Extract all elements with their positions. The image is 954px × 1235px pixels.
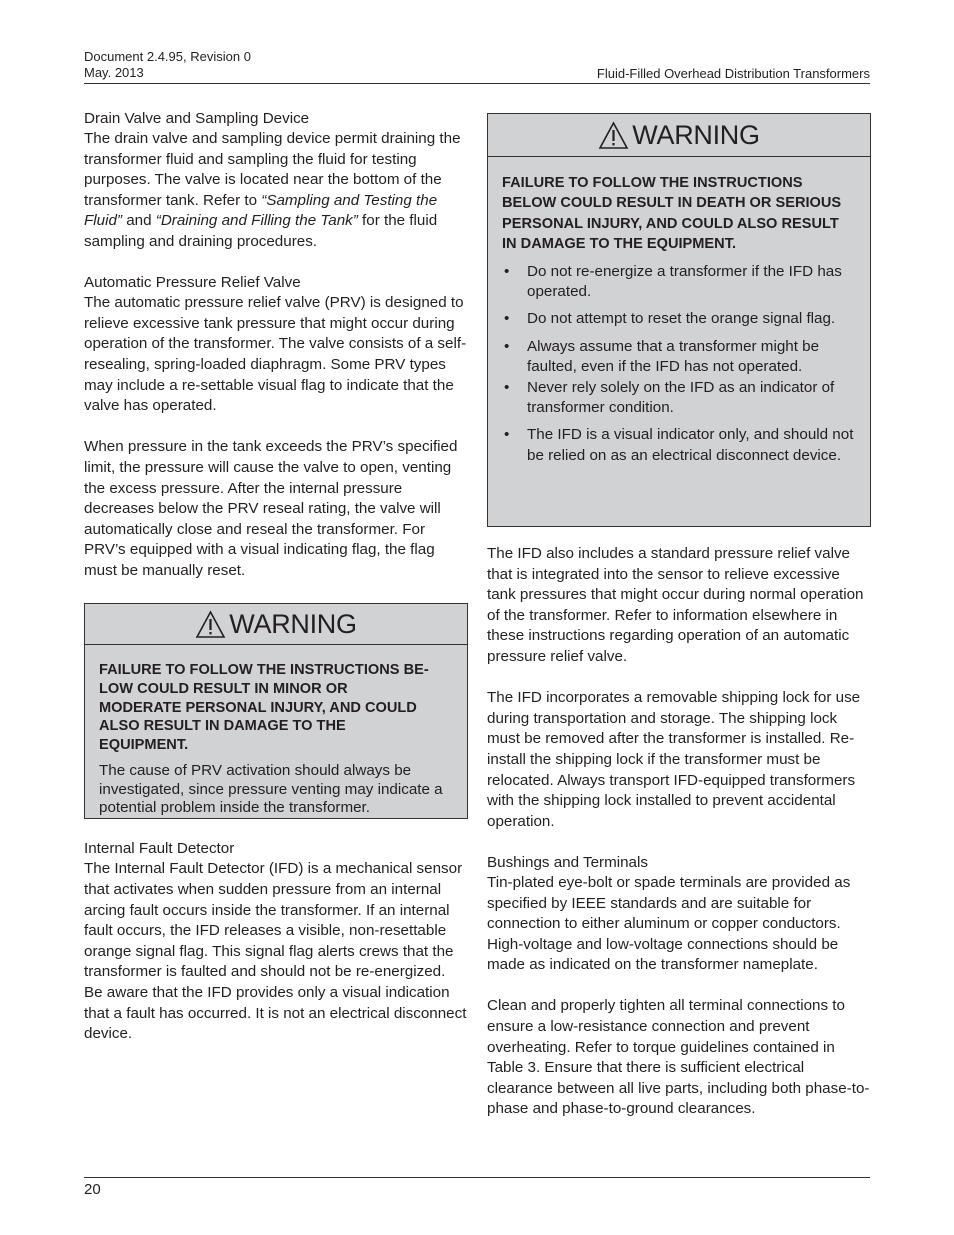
prv-warning-box — [84, 603, 468, 819]
document-id: Document 2.4.95, Revision 0 — [84, 49, 251, 64]
list-item: • Never rely solely on the IFD as an indicator of transformer condition. — [504, 378, 835, 417]
page-footer — [84, 1177, 870, 1198]
ifd-relief-text: The IFD also includes a standard pressure relief valve that is integrated into the sensor to relieve excessive tank pressures that might occur during normal operation of the transformer. Refer to information elsewhere in these instructions regarding operation of an automatic pressure relief valve. — [487, 545, 864, 665]
drain-text-and: and — [121, 212, 156, 230]
warning-header — [85, 604, 467, 645]
document-date: May. 2013 — [84, 65, 144, 80]
bushings-text: Tin-plated eye-bolt or spade terminals are provided as specified by IEEE standards and are suitable for connection to either aluminum or copper conductors. High-voltage and low-voltage connections should be made as indicated on the transformer nameplate. — [487, 873, 851, 974]
warning-list — [502, 262, 856, 467]
terminal-connections-text: Clean and properly tighten all terminal connections to ensure a low-resistance connection and prevent overheating. Refer to torque guidelines contained in Table 3. Ensure that there is sufficient electrical clearance between all live parts, including both phase-to-phase and phase-to-ground clearances. — [487, 997, 870, 1118]
ifd-heading: Internal Fault Detector — [84, 840, 235, 858]
warning-detail-text: The cause of PRV activation should always be investigated, since pressure venting may indicate a potential problem inside the transformer. — [99, 762, 443, 817]
warning-header — [488, 114, 870, 157]
ifd-text: The Internal Fault Detector (IFD) is a mechanical sensor that activates when sudden pressure from an internal arcing fault occurs inside the transformer. If an internal fault occurs, the IFD releases a visible, non-resettable orange signal flag. This signal flag alerts crews that the transformer is faulted and should not be re-energized. Be aware that the IFD provides only a visual indication that a fault has occurred. It is not an electrical disconnect device. — [84, 860, 467, 1043]
document-title: Fluid-Filled Overhead Distribution Transformers — [596, 66, 870, 81]
list-item: • Do not attempt to reset the orange signal flag. — [504, 310, 836, 328]
prv-heading: Automatic Pressure Relief Valve — [84, 274, 301, 292]
drain-valve-heading: Drain Valve and Sampling Device — [84, 110, 310, 127]
warning-triangle-icon — [195, 610, 226, 639]
list-item: • Always assume that a transformer might be faulted, even if the IFD has not operated. — [504, 337, 820, 376]
warning-caps-text: FAILURE TO FOLLOW THE INSTRUCTIONS BE-LOW COULD RESULT IN MINOR OR MODERATE PERSONAL INJURY, AND COULD ALSO RESULT IN DAMAGE TO THE EQUIPMENT. — [99, 662, 429, 753]
prv-text: The automatic pressure relief valve (PRV) is designed to relieve excessive tank pressure that might occur during operation of the transformer. The valve consists of a self-resealing, spring-loaded diaphragm. Some PRV types may include a re-settable visual flag to indicate that the valve has operated. — [84, 294, 467, 415]
warning-title: WARNING — [229, 609, 357, 640]
ifd-warning-box — [487, 113, 871, 527]
warning-triangle-icon — [598, 121, 629, 150]
left-column — [84, 109, 468, 1045]
warning-title: WARNING — [632, 120, 760, 150]
right-column — [487, 113, 871, 1120]
ifd-shipping-lock-text: The IFD incorporates a removable shipping lock for use during transportation and storage. The shipping lock must be removed after the transformer is installed. Re-install the shipping lock if the transformer must be relocated. Always transport IFD-equipped transformers with the shipping lock installed to prevent accidental operation. — [487, 689, 861, 830]
list-item: • Do not re-energize a transformer if the IFD has operated. — [504, 262, 842, 301]
draining-reference: “Draining and Filling the Tank” — [155, 212, 358, 230]
drain-valve-text — [84, 129, 468, 253]
sampling-reference: “Sampling and Testing the Fluid” — [84, 191, 438, 230]
page-header — [84, 49, 870, 84]
bushings-heading: Bushings and Terminals — [487, 853, 648, 871]
drain-text-end: for the fluid sampling and draining procedures. — [84, 212, 438, 250]
drain-text-start: The drain valve and sampling device permit draining the transformer fluid and sampling the fluid for testing purposes. The valve is located near the bottom of the transformer tank. Refer to — [84, 130, 461, 209]
warning-caps-text: FAILURE TO FOLLOW THE INSTRUCTIONS BELOW COULD RESULT IN DEATH OR SERIOUS PERSONAL INJURY, AND COULD ALSO RESULT IN DAMAGE TO THE EQUIPMENT. — [502, 175, 842, 253]
prv-pressure-text: When pressure in the tank exceeds the PRV’s specified limit, the pressure will cause the valve to open, venting the excess pressure. After the internal pressure decreases below the PRV reseal rating, the valve will automatically close and reseal the transformer. For PRV’s equipped with a visual indicating flag, the flag must be manually reset. — [84, 438, 458, 579]
list-item: • The IFD is a visual indicator only, and should not be relied on as an electrical disconnect device. — [504, 426, 854, 464]
page-number: 20 — [84, 1181, 101, 1198]
